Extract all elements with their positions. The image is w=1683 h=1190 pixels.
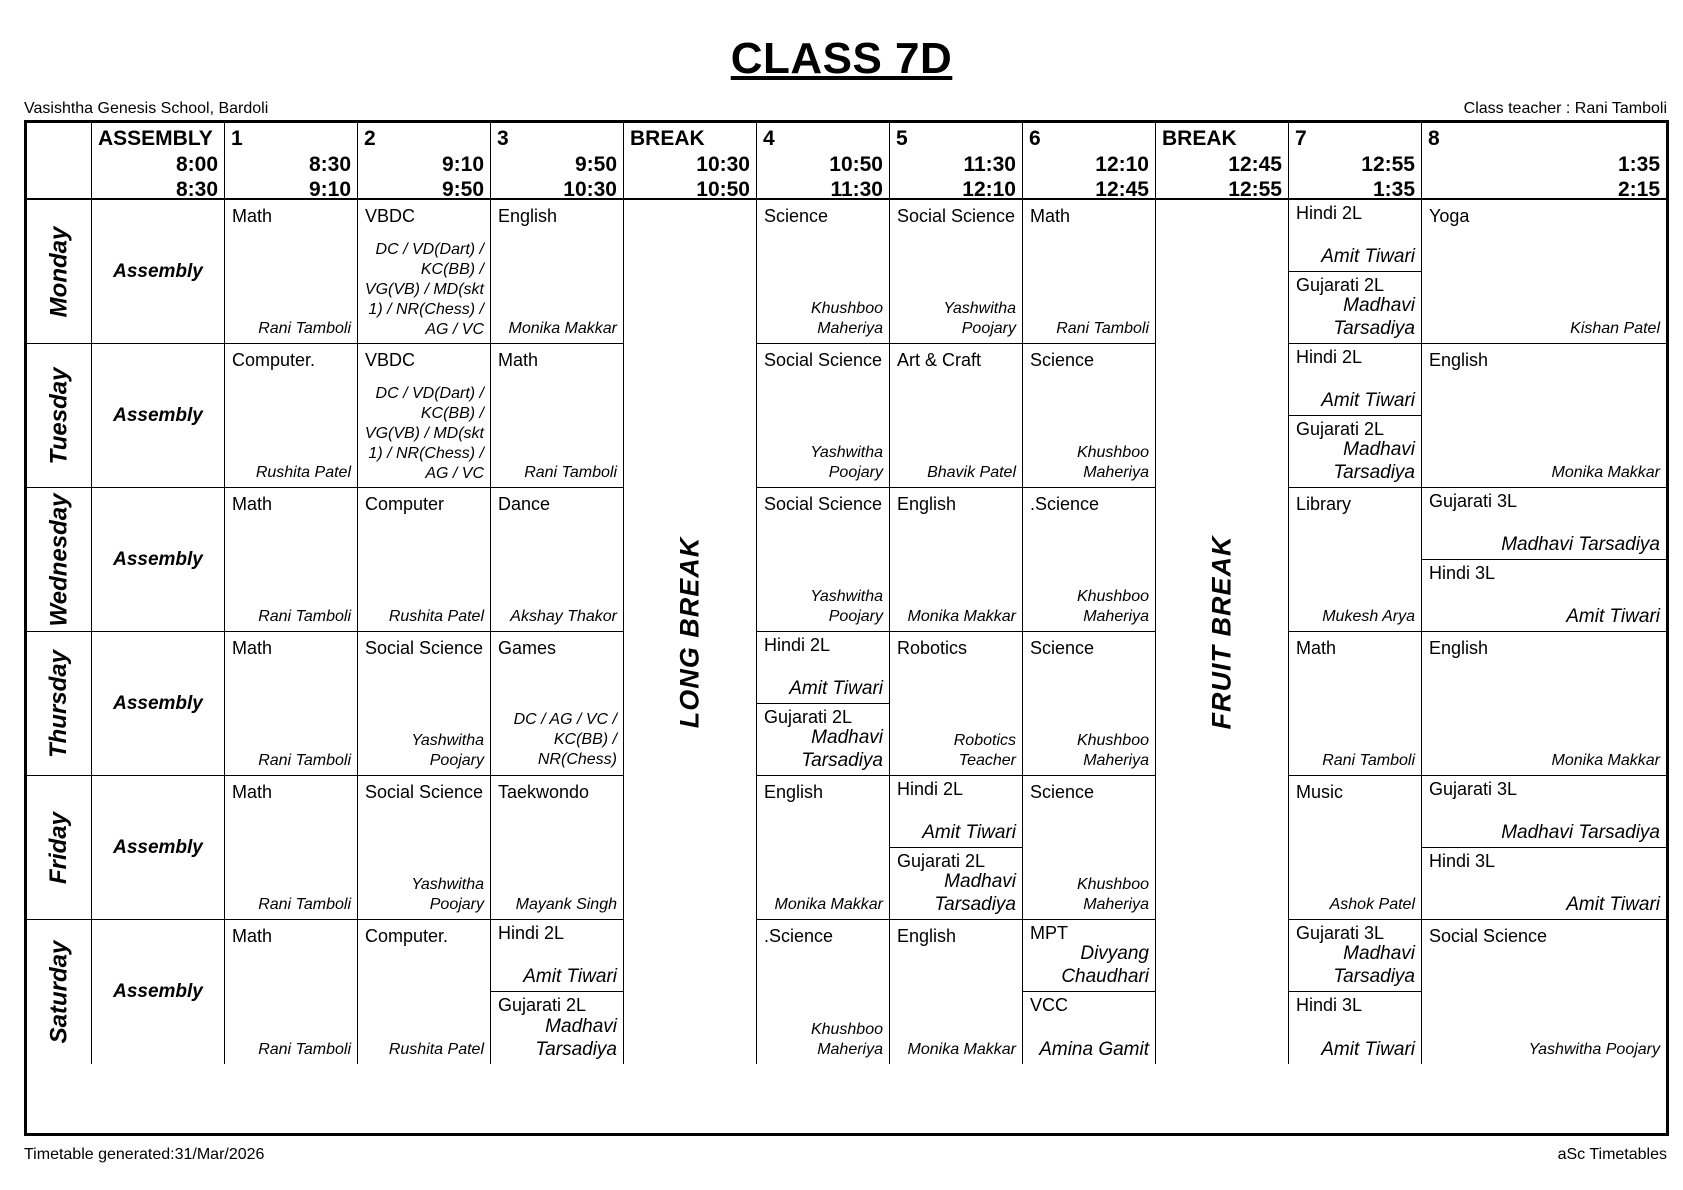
lesson-teacher: Amit Tiwari xyxy=(1321,246,1415,267)
lesson-teacher: Rani Tamboli xyxy=(258,1041,351,1058)
period-label: 1 xyxy=(231,127,243,150)
lesson-subject: Computer. xyxy=(232,350,316,370)
period-label: 2 xyxy=(364,127,376,150)
school-name: Vasishtha Genesis School, Bardoli xyxy=(24,100,269,117)
day-name: Thursday xyxy=(45,649,72,758)
lesson-cell xyxy=(491,776,624,920)
lesson-subject: Computer. xyxy=(365,926,449,946)
lesson-subject: Math xyxy=(232,782,273,802)
lesson-subject: English xyxy=(764,782,824,802)
assembly-label: Assembly xyxy=(113,548,203,570)
lesson-cell xyxy=(225,920,358,1064)
lesson-subject: Hindi 3L xyxy=(1429,563,1496,583)
assembly-label: Assembly xyxy=(113,260,203,282)
lesson-cell xyxy=(1023,488,1156,632)
lesson-teacher: Robotics Teacher xyxy=(953,732,1016,769)
period-label: 4 xyxy=(763,127,775,150)
lesson-cell xyxy=(1422,632,1666,776)
class-teacher: Class teacher : Rani Tamboli xyxy=(1463,100,1667,117)
lesson-subject: Science xyxy=(1030,782,1095,802)
lesson-teacher: Yashwitha Poojary xyxy=(810,444,883,481)
lesson-split-cell xyxy=(1422,560,1666,632)
period-start-time: 11:30 xyxy=(963,153,1016,176)
lesson-teacher: Ashok Patel xyxy=(1329,896,1415,913)
lesson-split-cell xyxy=(491,992,624,1064)
software-credit: aSc Timetables xyxy=(1557,1146,1667,1163)
lesson-teacher: Yashwitha Poojary xyxy=(943,300,1016,337)
day-label-cell xyxy=(27,200,92,344)
lesson-split-cell xyxy=(1422,848,1666,920)
timetable-grid xyxy=(24,120,1669,1136)
assembly-cell xyxy=(92,200,225,344)
long-break-column xyxy=(624,200,757,1064)
lesson-teacher: Rushita Patel xyxy=(388,608,484,625)
lesson-subject: Social Science xyxy=(365,782,484,802)
lesson-subject: Gujarati 2L xyxy=(498,995,587,1015)
lesson-subject: Hindi 2L xyxy=(1296,203,1363,223)
lesson-cell xyxy=(358,776,491,920)
period-end-time: 1:35 xyxy=(1372,178,1415,201)
lesson-cell xyxy=(757,776,890,920)
lesson-cell xyxy=(1289,488,1422,632)
day-label-cell xyxy=(27,632,92,776)
lesson-teacher: Mukesh Arya xyxy=(1322,608,1415,625)
period-label: ASSEMBLY xyxy=(98,127,213,150)
lesson-teacher: Akshay Thakor xyxy=(510,608,617,625)
lesson-subject: Math xyxy=(232,638,273,658)
period-end-time: 8:30 xyxy=(175,178,218,201)
period-header xyxy=(1023,123,1156,200)
lesson-subject: Social Science xyxy=(764,350,883,370)
period-end-time: 12:55 xyxy=(1228,178,1282,201)
assembly-label: Assembly xyxy=(113,981,203,1002)
lesson-teacher: Monika Makkar xyxy=(508,320,617,337)
lesson-groups: DC / AG / VC / KC(BB) / NR(Chess) xyxy=(513,711,617,768)
lesson-subject: Social Science xyxy=(365,638,484,658)
lesson-teacher: Rani Tamboli xyxy=(1056,320,1149,337)
lesson-subject: MPT xyxy=(1030,923,1068,943)
period-end-time: 10:50 xyxy=(696,178,750,201)
lesson-subject: Hindi 2L xyxy=(1296,347,1363,367)
lesson-subject: English xyxy=(498,206,558,226)
lesson-teacher: Amit Tiwari xyxy=(1321,1039,1415,1060)
lesson-teacher: Divyang Chaudhari xyxy=(1061,943,1149,987)
lesson-teacher: Kishan Patel xyxy=(1570,320,1660,337)
lesson-split-cell xyxy=(890,776,1023,848)
lesson-cell xyxy=(890,632,1023,776)
day-label-cell xyxy=(27,344,92,488)
header-corner xyxy=(27,123,92,200)
lesson-subject: Library xyxy=(1296,494,1352,514)
lesson-subject: Taekwondo xyxy=(498,782,590,802)
lesson-teacher: Madhavi Tarsadiya xyxy=(1501,822,1660,843)
lesson-cell xyxy=(358,488,491,632)
period-header xyxy=(757,123,890,200)
lesson-split-cell xyxy=(1023,920,1156,992)
lesson-subject: Computer xyxy=(365,494,445,514)
assembly-cell xyxy=(92,488,225,632)
lesson-cell xyxy=(890,344,1023,488)
lesson-subject: Yoga xyxy=(1429,206,1470,226)
lesson-split-cell xyxy=(1422,776,1666,848)
lesson-cell xyxy=(225,488,358,632)
day-label-cell xyxy=(27,776,92,920)
lesson-subject: Social Science xyxy=(764,494,883,514)
lesson-groups: DC / VD(Dart) / KC(BB) / VG(VB) / MD(skt 1) / NR(Chess) / AG / VC xyxy=(364,385,484,482)
period-label: BREAK xyxy=(1162,127,1237,150)
lesson-subject: VCC xyxy=(1030,995,1069,1015)
lesson-teacher: Madhavi Tarsadiya xyxy=(1501,534,1660,555)
period-start-time: 12:55 xyxy=(1361,153,1415,176)
lesson-subject: .Science xyxy=(1030,494,1100,514)
lesson-subject: Science xyxy=(1030,638,1095,658)
lesson-cell xyxy=(890,200,1023,344)
lesson-teacher: Mayank Singh xyxy=(515,896,617,913)
period-start-time: 9:50 xyxy=(574,153,617,176)
period-start-time: 9:10 xyxy=(441,153,484,176)
lesson-cell xyxy=(757,488,890,632)
lesson-split-cell xyxy=(757,704,890,776)
period-start-time: 12:45 xyxy=(1228,153,1282,176)
assembly-cell xyxy=(92,776,225,920)
lesson-subject: Hindi 2L xyxy=(764,635,831,655)
period-label: 5 xyxy=(896,127,908,150)
lesson-subject: Social Science xyxy=(1429,926,1548,946)
assembly-cell xyxy=(92,920,225,1064)
lesson-teacher: Yashwitha Poojary xyxy=(411,876,484,913)
lesson-cell xyxy=(358,200,491,344)
day-name: Monday xyxy=(45,226,73,317)
lesson-cell xyxy=(358,920,491,1064)
lesson-teacher: Khushboo Maheriya xyxy=(1076,444,1149,481)
lesson-teacher: Amit Tiwari xyxy=(523,966,617,987)
lesson-teacher: Amit Tiwari xyxy=(922,822,1016,843)
lesson-subject: English xyxy=(1429,350,1489,370)
lesson-cell xyxy=(1422,920,1666,1064)
lesson-teacher: Rani Tamboli xyxy=(258,896,351,913)
lesson-teacher: Khushboo Maheriya xyxy=(810,1021,883,1058)
lesson-teacher: Khushboo Maheriya xyxy=(810,300,883,337)
lesson-subject: Math xyxy=(232,206,273,226)
lesson-teacher: Amit Tiwari xyxy=(1566,894,1660,915)
lesson-split-cell xyxy=(1289,272,1422,344)
lesson-subject: Music xyxy=(1296,782,1344,802)
lesson-split-cell xyxy=(1289,344,1422,416)
lesson-subject: Math xyxy=(232,926,273,946)
lesson-teacher: Bhavik Patel xyxy=(927,464,1016,481)
lesson-cell xyxy=(1023,776,1156,920)
lesson-teacher: Monika Makkar xyxy=(907,1041,1016,1058)
lesson-subject: Gujarati 2L xyxy=(1296,419,1385,439)
lesson-subject: Math xyxy=(1296,638,1337,658)
lesson-subject: Gujarati 3L xyxy=(1429,779,1518,799)
period-start-time: 1:35 xyxy=(1617,153,1660,176)
lesson-subject: Gujarati 2L xyxy=(764,707,853,727)
lesson-teacher: Rani Tamboli xyxy=(1322,752,1415,769)
page-title: CLASS 7D xyxy=(730,34,953,83)
lesson-teacher: Amina Gamit xyxy=(1039,1039,1149,1060)
lesson-split-cell xyxy=(1289,200,1422,272)
lesson-teacher: Khushboo Maheriya xyxy=(1076,732,1149,769)
lesson-split-cell xyxy=(757,632,890,704)
period-end-time: 11:30 xyxy=(830,178,883,201)
period-label: BREAK xyxy=(630,127,705,150)
period-header xyxy=(491,123,624,200)
lesson-teacher: Amit Tiwari xyxy=(1321,390,1415,411)
lesson-subject: Gujarati 2L xyxy=(897,851,986,871)
period-header xyxy=(1422,123,1666,200)
lesson-cell xyxy=(225,632,358,776)
period-header xyxy=(92,123,225,200)
assembly-label: Assembly xyxy=(113,836,203,858)
lesson-teacher: Monika Makkar xyxy=(1551,752,1660,769)
lesson-subject: Social Science xyxy=(897,206,1016,226)
day-name: Friday xyxy=(45,811,72,884)
lesson-teacher: Madhavi Tarsadiya xyxy=(1333,439,1415,483)
lesson-teacher: Monika Makkar xyxy=(774,896,883,913)
lesson-teacher: Khushboo Maheriya xyxy=(1076,876,1149,913)
period-header xyxy=(358,123,491,200)
lesson-subject: English xyxy=(897,926,957,946)
lesson-cell xyxy=(1023,632,1156,776)
period-start-time: 8:30 xyxy=(308,153,351,176)
day-label-cell xyxy=(27,488,92,632)
day-name: Saturday xyxy=(45,940,73,1044)
period-start-time: 12:10 xyxy=(1095,153,1149,176)
lesson-teacher: Madhavi Tarsadiya xyxy=(1333,943,1415,987)
lesson-cell xyxy=(491,488,624,632)
period-label: 8 xyxy=(1428,127,1440,150)
lesson-subject: Hindi 3L xyxy=(1429,851,1496,871)
lesson-split-cell xyxy=(890,848,1023,920)
lesson-subject: English xyxy=(1429,638,1489,658)
lesson-subject: Games xyxy=(498,638,557,658)
lesson-subject: Dance xyxy=(498,494,551,514)
period-start-time: 10:50 xyxy=(829,153,883,176)
assembly-label: Assembly xyxy=(113,404,203,426)
assembly-label: Assembly xyxy=(113,692,203,714)
lesson-teacher: Madhavi Tarsadiya xyxy=(535,1016,617,1060)
lesson-subject: English xyxy=(897,494,957,514)
lesson-cell xyxy=(757,344,890,488)
lesson-split-cell xyxy=(491,920,624,992)
period-end-time: 10:30 xyxy=(563,178,617,201)
lesson-cell xyxy=(491,632,624,776)
lesson-cell xyxy=(1289,776,1422,920)
lesson-teacher: Amit Tiwari xyxy=(789,678,883,699)
lesson-teacher: Amit Tiwari xyxy=(1566,606,1660,627)
lesson-subject: Hindi 3L xyxy=(1296,995,1363,1015)
period-end-time: 9:10 xyxy=(308,178,351,201)
generated-date: Timetable generated:31/Mar/2026 xyxy=(24,1146,265,1163)
lesson-cell xyxy=(1023,344,1156,488)
lesson-cell xyxy=(1289,632,1422,776)
lesson-cell xyxy=(1422,344,1666,488)
lesson-teacher: Madhavi Tarsadiya xyxy=(934,871,1016,915)
lesson-cell xyxy=(890,488,1023,632)
period-label: 7 xyxy=(1295,127,1307,150)
lesson-teacher: Khushboo Maheriya xyxy=(1076,588,1149,625)
lesson-teacher: Rushita Patel xyxy=(388,1041,484,1058)
period-header xyxy=(1289,123,1422,200)
lesson-subject: Math xyxy=(1030,206,1071,226)
lesson-split-cell xyxy=(1289,992,1422,1064)
lesson-subject: VBDC xyxy=(365,206,416,226)
lesson-cell xyxy=(358,632,491,776)
lesson-teacher: Rani Tamboli xyxy=(258,608,351,625)
lesson-split-cell xyxy=(1289,416,1422,488)
period-label: 6 xyxy=(1029,127,1041,150)
lesson-cell xyxy=(225,344,358,488)
lesson-cell xyxy=(491,344,624,488)
lesson-teacher: Rani Tamboli xyxy=(524,464,617,481)
lesson-teacher: Madhavi Tarsadiya xyxy=(801,727,883,771)
lesson-cell xyxy=(1023,200,1156,344)
lesson-subject: Math xyxy=(498,350,539,370)
period-start-time: 8:00 xyxy=(175,153,218,176)
lesson-cell xyxy=(358,344,491,488)
period-end-time: 9:50 xyxy=(441,178,484,201)
lesson-cell xyxy=(225,200,358,344)
lesson-cell xyxy=(491,200,624,344)
lesson-teacher: Rushita Patel xyxy=(255,464,351,481)
lesson-split-cell xyxy=(1289,920,1422,992)
lesson-subject: Science xyxy=(764,206,829,226)
lesson-groups: DC / VD(Dart) / KC(BB) / VG(VB) / MD(skt 1) / NR(Chess) / AG / VC xyxy=(364,241,484,338)
lesson-split-cell xyxy=(1023,992,1156,1064)
lesson-cell xyxy=(757,920,890,1064)
lesson-subject: Gujarati 3L xyxy=(1296,923,1385,943)
day-name: Wednesday xyxy=(45,493,72,626)
period-start-time: 10:30 xyxy=(696,153,750,176)
lesson-teacher: Rani Tamboli xyxy=(258,320,351,337)
assembly-cell xyxy=(92,632,225,776)
lesson-teacher: Madhavi Tarsadiya xyxy=(1333,295,1415,339)
lesson-subject: Science xyxy=(1030,350,1095,370)
period-header xyxy=(624,123,757,200)
fruit-break-column xyxy=(1156,200,1289,1064)
period-header xyxy=(890,123,1023,200)
lesson-cell xyxy=(225,776,358,920)
period-end-time: 12:45 xyxy=(1095,178,1149,201)
lesson-split-cell xyxy=(1422,488,1666,560)
day-label-cell xyxy=(27,920,92,1064)
lesson-subject: Gujarati 3L xyxy=(1429,491,1518,511)
fruit-break-label: FRUIT BREAK xyxy=(1206,535,1237,729)
period-label: 3 xyxy=(497,127,509,150)
period-header xyxy=(1156,123,1289,200)
lesson-subject: Math xyxy=(232,494,273,514)
lesson-teacher: Yashwitha Poojary xyxy=(411,732,484,769)
lesson-subject: Robotics xyxy=(897,638,968,658)
period-end-time: 2:15 xyxy=(1617,178,1660,201)
long-break-label: LONG BREAK xyxy=(674,536,705,728)
lesson-teacher: Yashwitha Poojary xyxy=(810,588,883,625)
lesson-teacher: Monika Makkar xyxy=(907,608,1016,625)
lesson-teacher: Monika Makkar xyxy=(1551,464,1660,481)
lesson-cell xyxy=(890,920,1023,1064)
lesson-subject: Gujarati 2L xyxy=(1296,275,1385,295)
lesson-teacher: Yashwitha Poojary xyxy=(1528,1041,1660,1058)
lesson-subject: Art & Craft xyxy=(897,350,982,370)
lesson-subject: .Science xyxy=(764,926,834,946)
lesson-subject: VBDC xyxy=(365,350,416,370)
lesson-teacher: Rani Tamboli xyxy=(258,752,351,769)
lesson-cell xyxy=(1422,200,1666,344)
period-header xyxy=(225,123,358,200)
lesson-subject: Hindi 2L xyxy=(897,779,964,799)
day-name: Tuesday xyxy=(45,367,72,464)
period-end-time: 12:10 xyxy=(962,178,1016,201)
assembly-cell xyxy=(92,344,225,488)
lesson-cell xyxy=(757,200,890,344)
lesson-subject: Hindi 2L xyxy=(498,923,565,943)
